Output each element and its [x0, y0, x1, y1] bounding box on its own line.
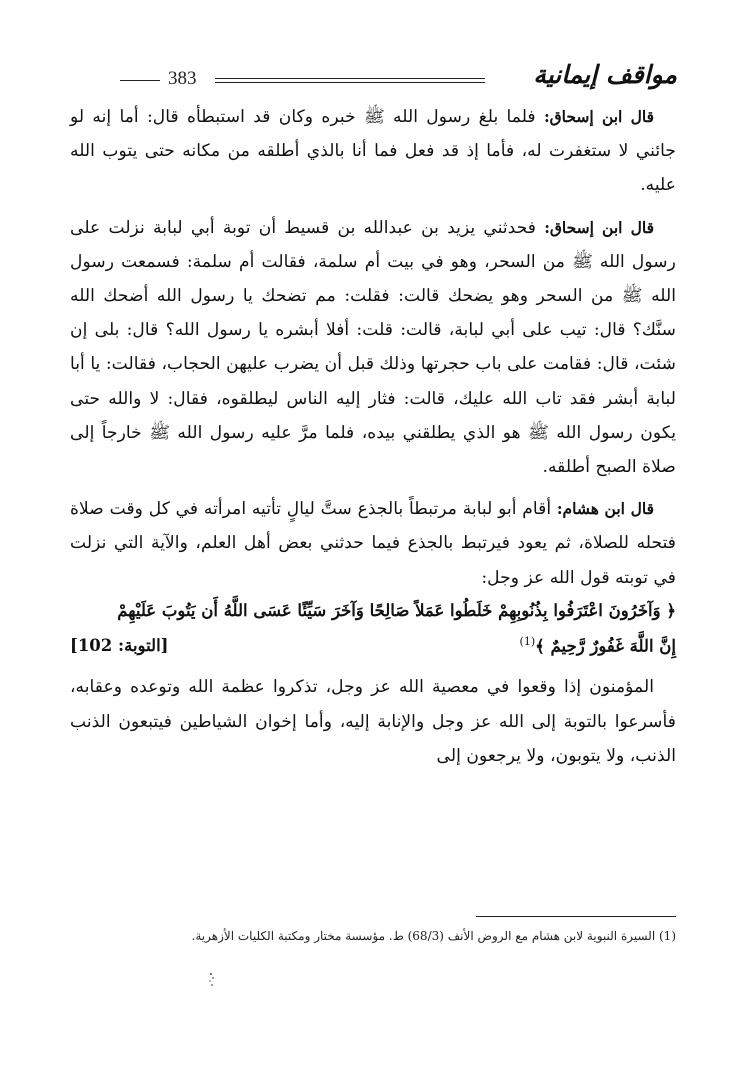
page-number: 383	[168, 68, 197, 89]
surah-reference: [التوبة: 102]	[70, 636, 169, 656]
footnote-marker: (1)	[519, 634, 536, 648]
header-rule-double	[215, 78, 485, 83]
paragraph-4	[70, 670, 676, 773]
paragraph-text: فحدثني يزيد بن عبدالله بن قسيط أن توبة أبي لبابة نزلت على رسول الله ﷺ من السحر، وهو في بيت أم سلمة، فقالت أم سلمة: فسمعت رسول الله ﷺ من السحر وهو يضحك قالت: فقلت: مم تضحك يا رسول الله أضحك الله سنَّك؟ قال: تيب على أبي لبابة، قالت: قلت: أفلا أبشره يا رسول الله؟ قال: بلى إن شئت، قال: فقامت على باب حجرتها وذلك قبل أن يضرب عليهن الحجاب، فقالت: يا أبا لبابة أبشر فقد تاب الله عليك، قالت: فثار إليه الناس ليطلقوه، فقال: لا والله حتى يكون رسول الله ﷺ هو الذي يطلقني بيده، فلما مرَّ عليه رسول الله ﷺ خارجاً إلى صلاة الصبح أطلقه.	[70, 217, 676, 478]
footnote-text: (1) السيرة النبوية لابن هشام مع الروض الأنف (68/3) ط. مؤسسة مختار ومكتبة الكليات الأزهرية.	[191, 929, 676, 943]
footnote-separator	[476, 916, 676, 917]
paragraph-2	[70, 211, 676, 485]
paragraph-text: فلما بلغ رسول الله ﷺ خبره وكان قد استبطأه قال: أما إنه لو جائني لا ستغفرت له، فأما إذ قد فعل فما أنا بالذي أطلقه من مكانه حتى يتوب الله عليه.	[70, 107, 676, 196]
scan-speck	[207, 972, 217, 988]
speaker-label: قال ابن هشام:	[556, 499, 654, 519]
quran-verse-end	[70, 626, 676, 663]
page-header	[112, 62, 677, 98]
quran-verse-line-2: إِنَّ اللَّهَ غَفُورٌ رَّحِيمٌ ﴾	[535, 636, 676, 656]
quran-verse-line-1: ﴿ وَآخَرُونَ اعْتَرَفُوا بِذُنُوبِهِمْ خَلَطُوا عَمَلاً صَالِحًا وَآخَرَ سَيِّئًا عَسَى اللَّهُ أَن يَتُوبَ عَلَيْهِمْ	[117, 600, 676, 620]
quran-verse	[70, 595, 676, 626]
footnote	[80, 926, 676, 946]
speaker-label: قال ابن إسحاق:	[544, 217, 654, 237]
paragraph-3	[70, 492, 676, 595]
paragraph-text: المؤمنون إذا وقعوا في معصية الله عز وجل، تذكروا عظمة الله وتوعده وعقابه، فأسرعوا بالتوبة إلى الله عز وجل والإنابة إليه، وأما إخوان الشياطين فيتبعون الذنب الذنب، ولا يتوبون، ولا يرجعون إلى	[70, 677, 676, 766]
header-rule-left	[120, 80, 160, 81]
paragraph-1	[70, 100, 676, 203]
speaker-label: قال ابن إسحاق:	[543, 107, 654, 126]
quran-verse-line-2-wrap	[520, 626, 676, 663]
paragraph-text: أقام أبو لبابة مرتبطاً بالجذع ستَّ ليالٍ تأتيه امرأته في كل وقت صلاة فتحله للصلاة، ثم يعود فيرتبط بالجذع فيما حدثني بعض أهل العلم، والآية التي نزلت في توبته قول الله عز وجل:	[70, 499, 676, 588]
running-title: مواقف إيمانية	[533, 60, 677, 89]
page-body	[70, 100, 676, 773]
